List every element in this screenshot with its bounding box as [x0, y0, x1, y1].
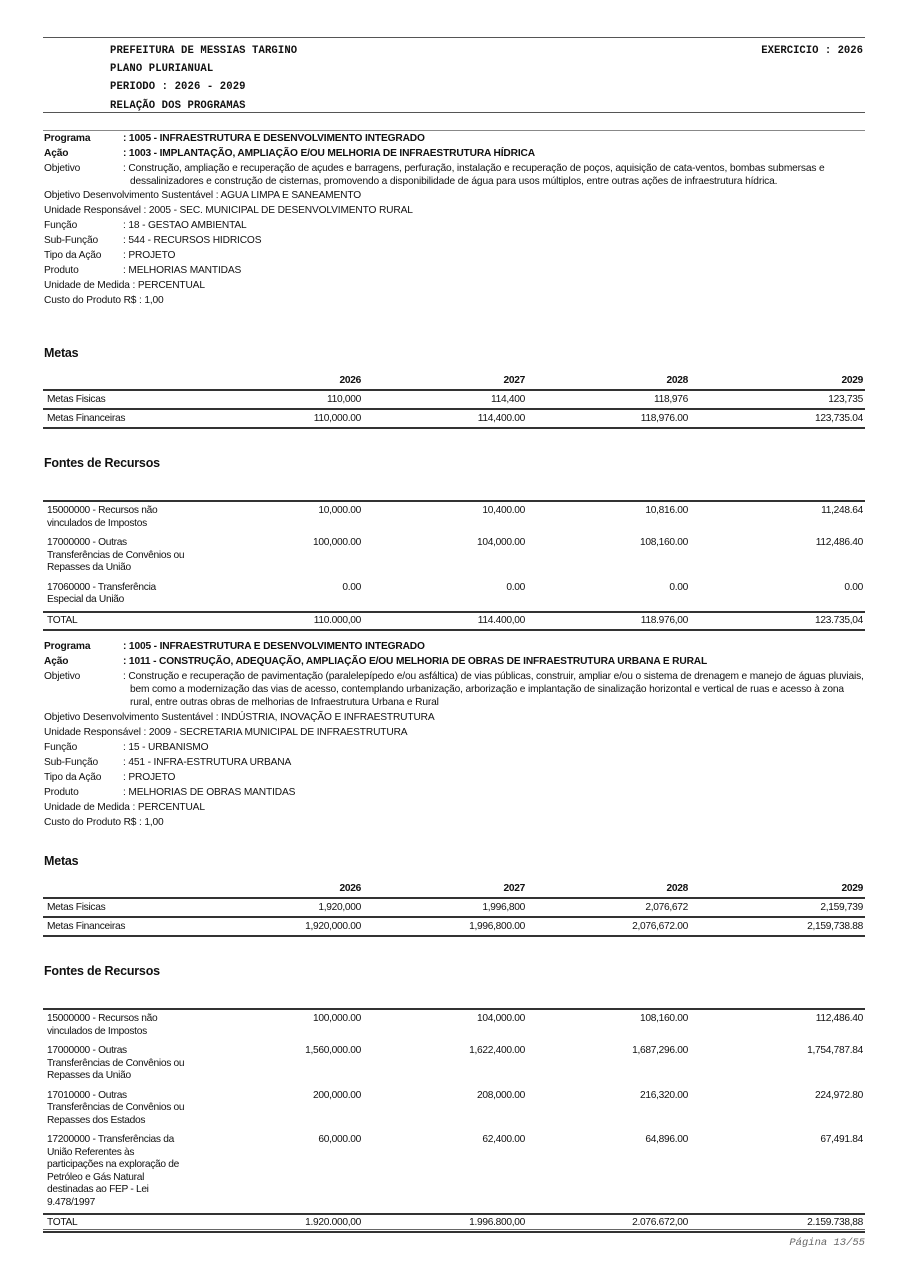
funcao-label: Função: [44, 220, 78, 232]
cell-value: 104,000.00: [477, 1013, 525, 1024]
unidade-medida-text: Unidade de Medida : PERCENTUAL: [44, 280, 205, 292]
custo-produto-text: Custo do Produto R$ : 1,00: [44, 816, 164, 828]
cell-value: 1,920,000.00: [193, 917, 363, 936]
header-org-name: PREFEITURA DE MESSIAS TARGINO: [110, 45, 298, 57]
cell-value: 64,896.00: [645, 1134, 688, 1145]
metas-fisicas-row: [43, 898, 865, 917]
tipo-acao-label: Tipo da Ação: [44, 771, 102, 783]
cell-value: 108,160.00: [640, 537, 688, 548]
custo-produto-text: Custo do Produto R$ : 1,00: [44, 295, 164, 307]
subfuncao-value: : 544 - RECURSOS HIDRICOS: [123, 235, 262, 247]
row-label: Metas Fisicas: [43, 390, 193, 409]
cell-value: 2,076,672: [527, 898, 690, 917]
cell-value: 1,560,000.00: [305, 1045, 361, 1056]
cell-value: 110,000.00: [193, 409, 363, 428]
unidade-medida-text: Unidade de Medida : PERCENTUAL: [44, 801, 205, 813]
total-label: TOTAL: [43, 1214, 193, 1232]
cell-value: 100,000.00: [313, 1013, 361, 1024]
fonte-row: [43, 501, 865, 534]
objetivo-label: Objetivo: [44, 671, 81, 682]
fonte-name: 17000000 - Outras Transferências de Convênios ou Repasses da União: [47, 1045, 185, 1081]
fontes-title: Fontes de Recursos: [44, 964, 160, 978]
year-header: 2026: [193, 881, 363, 898]
total-value: 123.735,04: [690, 612, 865, 630]
footer-divider: [43, 1229, 865, 1230]
produto-value: : MELHORIAS MANTIDAS: [123, 265, 242, 277]
cell-value: 1,996,800: [363, 898, 527, 917]
tipo-acao-label: Tipo da Ação: [44, 250, 102, 262]
cell-value: 114,400.00: [363, 409, 527, 428]
metas-table: [43, 881, 865, 937]
cell-value: 123,735: [690, 390, 865, 409]
cell-value: 0.00: [342, 581, 361, 593]
cell-value: 10,000.00: [318, 505, 361, 516]
cell-value: 112,486.40: [815, 537, 863, 548]
produto-value: : MELHORIAS DE OBRAS MANTIDAS: [123, 786, 296, 798]
total-value: 2.076.672,00: [527, 1214, 690, 1232]
cell-value: 123,735.04: [690, 409, 865, 428]
cell-value: 1,622,400.00: [469, 1045, 525, 1056]
objetivo-value: : Construção, ampliação e recuperação de açudes e barragens, perfuração, instalação e recuperação de poços, aquisição de cata-ventos, bombas submersas e dessalinizadores e construção de cisternas, promovendo a disponibilidade de água para usos múltiplos, entre outras ações de infraestrutura hídrica.: [123, 163, 825, 188]
cell-value: 10,816.00: [645, 505, 688, 516]
cell-value: 118,976.00: [527, 409, 690, 428]
objetivo-value: : Construção e recuperação de pavimentação (paralelepípedo e/ou asfáltica) de vias públicas, construir, ampliar e/ou o sistema de drenagem e manejo de águas pluviais, bem como a modernização das vias de acesso, contemplando urbanização, arborização e implantação de sinalização horizontal e vertical de ruas e acesso à zona rural, entre outras obras de melhorias de Infraestrutura Urbana e Rural: [123, 671, 864, 709]
cell-value: 208,000.00: [477, 1089, 525, 1101]
acao-label: Ação: [44, 656, 69, 667]
cell-value: 224,972.80: [815, 1089, 863, 1101]
year-header: 2026: [193, 373, 363, 390]
funcao-value: : 15 - URBANISMO: [123, 741, 209, 753]
programa-value: : 1005 - INFRAESTRUTURA E DESENVOLVIMENTO INTEGRADO: [123, 641, 425, 652]
cell-value: 0.00: [844, 581, 863, 593]
cell-value: 0.00: [506, 581, 525, 593]
metas-title: Metas: [44, 854, 79, 868]
cell-value: 1,754,787.84: [807, 1045, 863, 1056]
fonte-name: 17060000 - Transferência Especial da União: [47, 581, 156, 605]
action-block-1003: [43, 131, 865, 308]
funcao-label: Função: [44, 741, 78, 753]
subfuncao-value: : 451 - INFRA-ESTRUTURA URBANA: [123, 756, 292, 768]
cell-value: 2,159,739: [690, 898, 865, 917]
year-header: 2028: [527, 373, 690, 390]
year-header: 2029: [690, 881, 865, 898]
produto-label: Produto: [44, 786, 79, 798]
fonte-name: 17000000 - Outras Transferências de Convênios ou Repasses da União: [47, 537, 185, 573]
header-exercicio: EXERCICIO : 2026: [761, 45, 863, 57]
cell-value: 2,159,738.88: [690, 917, 865, 936]
cell-value: 62,400.00: [482, 1134, 525, 1145]
total-value: 2.159.738,88: [690, 1214, 865, 1232]
fonte-name: 17200000 - Transferências da União Referentes às participações na exploração de Petróleo e Gás Natural destinadas ao FEP - Lei 9.478/1997: [47, 1134, 180, 1208]
metas-table: [43, 373, 865, 429]
fonte-name: 15000000 - Recursos não vinculados de Impostos: [47, 505, 158, 529]
header-divider: [43, 112, 865, 113]
metas-fisicas-row: [43, 390, 865, 409]
funcao-value: : 18 - GESTAO AMBIENTAL: [123, 220, 247, 232]
fonte-name: 15000000 - Recursos não vinculados de Impostos: [47, 1013, 158, 1037]
header-report-title: RELAÇÃO DOS PROGRAMAS: [110, 99, 246, 112]
metas-title: Metas: [44, 346, 79, 360]
ods-text: Objetivo Desenvolvimento Sustentável : INDÚSTRIA, INOVAÇÃO E INFRAESTRUTURA: [44, 711, 435, 723]
year-header: 2027: [363, 881, 527, 898]
cell-value: 118,976: [527, 390, 690, 409]
programa-label: Programa: [44, 641, 91, 652]
cell-value: 1,687,296.00: [632, 1045, 688, 1056]
cell-value: 0.00: [669, 581, 688, 593]
cell-value: 110,000: [193, 390, 363, 409]
fontes-table: [43, 500, 865, 631]
metas-financeiras-row: [43, 917, 865, 936]
programa-value: : 1005 - INFRAESTRUTURA E DESENVOLVIMENTO INTEGRADO: [123, 133, 425, 144]
row-label: Metas Financeiras: [43, 409, 193, 428]
total-value: 114.400,00: [363, 612, 527, 630]
cell-value: 11,248.64: [821, 505, 863, 516]
fontes-title: Fontes de Recursos: [44, 456, 160, 470]
action-block-1011: [43, 639, 865, 830]
unidade-responsavel-text: Unidade Responsável : 2005 - SEC. MUNICIPAL DE DESENVOLVIMENTO RURAL: [44, 205, 413, 217]
cell-value: 2,076,672.00: [527, 917, 690, 936]
fonte-row: [43, 1042, 865, 1087]
acao-label: Ação: [44, 148, 69, 159]
year-header: 2027: [363, 373, 527, 390]
cell-value: 1,996,800.00: [363, 917, 527, 936]
header-period: PERIODO : 2026 - 2029: [110, 81, 246, 94]
cell-value: 112,486.40: [815, 1013, 863, 1024]
fonte-row: [43, 1131, 865, 1214]
fonte-name: 17010000 - Outras Transferências de Convênios ou Repasses dos Estados: [47, 1089, 185, 1126]
fonte-row: [43, 534, 865, 579]
unidade-responsavel-text: Unidade Responsável : 2009 - SECRETARIA MUNICIPAL DE INFRAESTRUTURA: [44, 726, 408, 738]
total-value: 1.996.800,00: [363, 1214, 527, 1232]
objetivo-label: Objetivo: [44, 163, 81, 174]
metas-financeiras-row: [43, 409, 865, 428]
cell-value: 10,400.00: [482, 505, 525, 516]
total-value: 118.976,00: [527, 612, 690, 630]
cell-value: 1,920,000: [193, 898, 363, 917]
tipo-acao-value: : PROJETO: [123, 250, 176, 262]
acao-value: : 1011 - CONSTRUÇÃO, ADEQUAÇÃO, AMPLIAÇÃO E/OU MELHORIA DE OBRAS DE INFRAESTRUTURA URBANA E RURAL: [123, 656, 708, 667]
ods-text: Objetivo Desenvolvimento Sustentável : AGUA LIMPA E SANEAMENTO: [44, 190, 362, 202]
year-header: 2029: [690, 373, 865, 390]
row-label: Metas Financeiras: [43, 917, 193, 936]
fonte-row: [43, 579, 865, 612]
fonte-row: [43, 1009, 865, 1042]
year-header: 2028: [527, 881, 690, 898]
total-row: [43, 612, 865, 630]
cell-value: 108,160.00: [640, 1013, 688, 1024]
acao-value: : 1003 - IMPLANTAÇÃO, AMPLIAÇÃO E/OU MELHORIA DE INFRAESTRUTURA HÍDRICA: [123, 148, 535, 159]
cell-value: 114,400: [363, 390, 527, 409]
cell-value: 200,000.00: [313, 1089, 361, 1101]
row-label: Metas Fisicas: [43, 898, 193, 917]
tipo-acao-value: : PROJETO: [123, 771, 176, 783]
subfuncao-label: Sub-Função: [44, 235, 98, 247]
page-number: Página 13/55: [789, 1237, 865, 1249]
fonte-row: [43, 1087, 865, 1132]
total-label: TOTAL: [43, 612, 193, 630]
report-header: [43, 37, 865, 112]
cell-value: 60,000.00: [318, 1134, 361, 1145]
subfuncao-label: Sub-Função: [44, 756, 98, 768]
cell-value: 104,000.00: [477, 537, 525, 548]
cell-value: 216,320.00: [640, 1089, 688, 1101]
produto-label: Produto: [44, 265, 79, 277]
header-plan-name: PLANO PLURIANUAL: [110, 63, 214, 76]
programa-label: Programa: [44, 133, 91, 144]
total-value: 110.000,00: [193, 612, 363, 630]
cell-value: 67,491.84: [820, 1134, 863, 1145]
cell-value: 100,000.00: [313, 537, 361, 548]
fontes-table: [43, 1008, 865, 1233]
total-value: 1.920.000,00: [193, 1214, 363, 1232]
